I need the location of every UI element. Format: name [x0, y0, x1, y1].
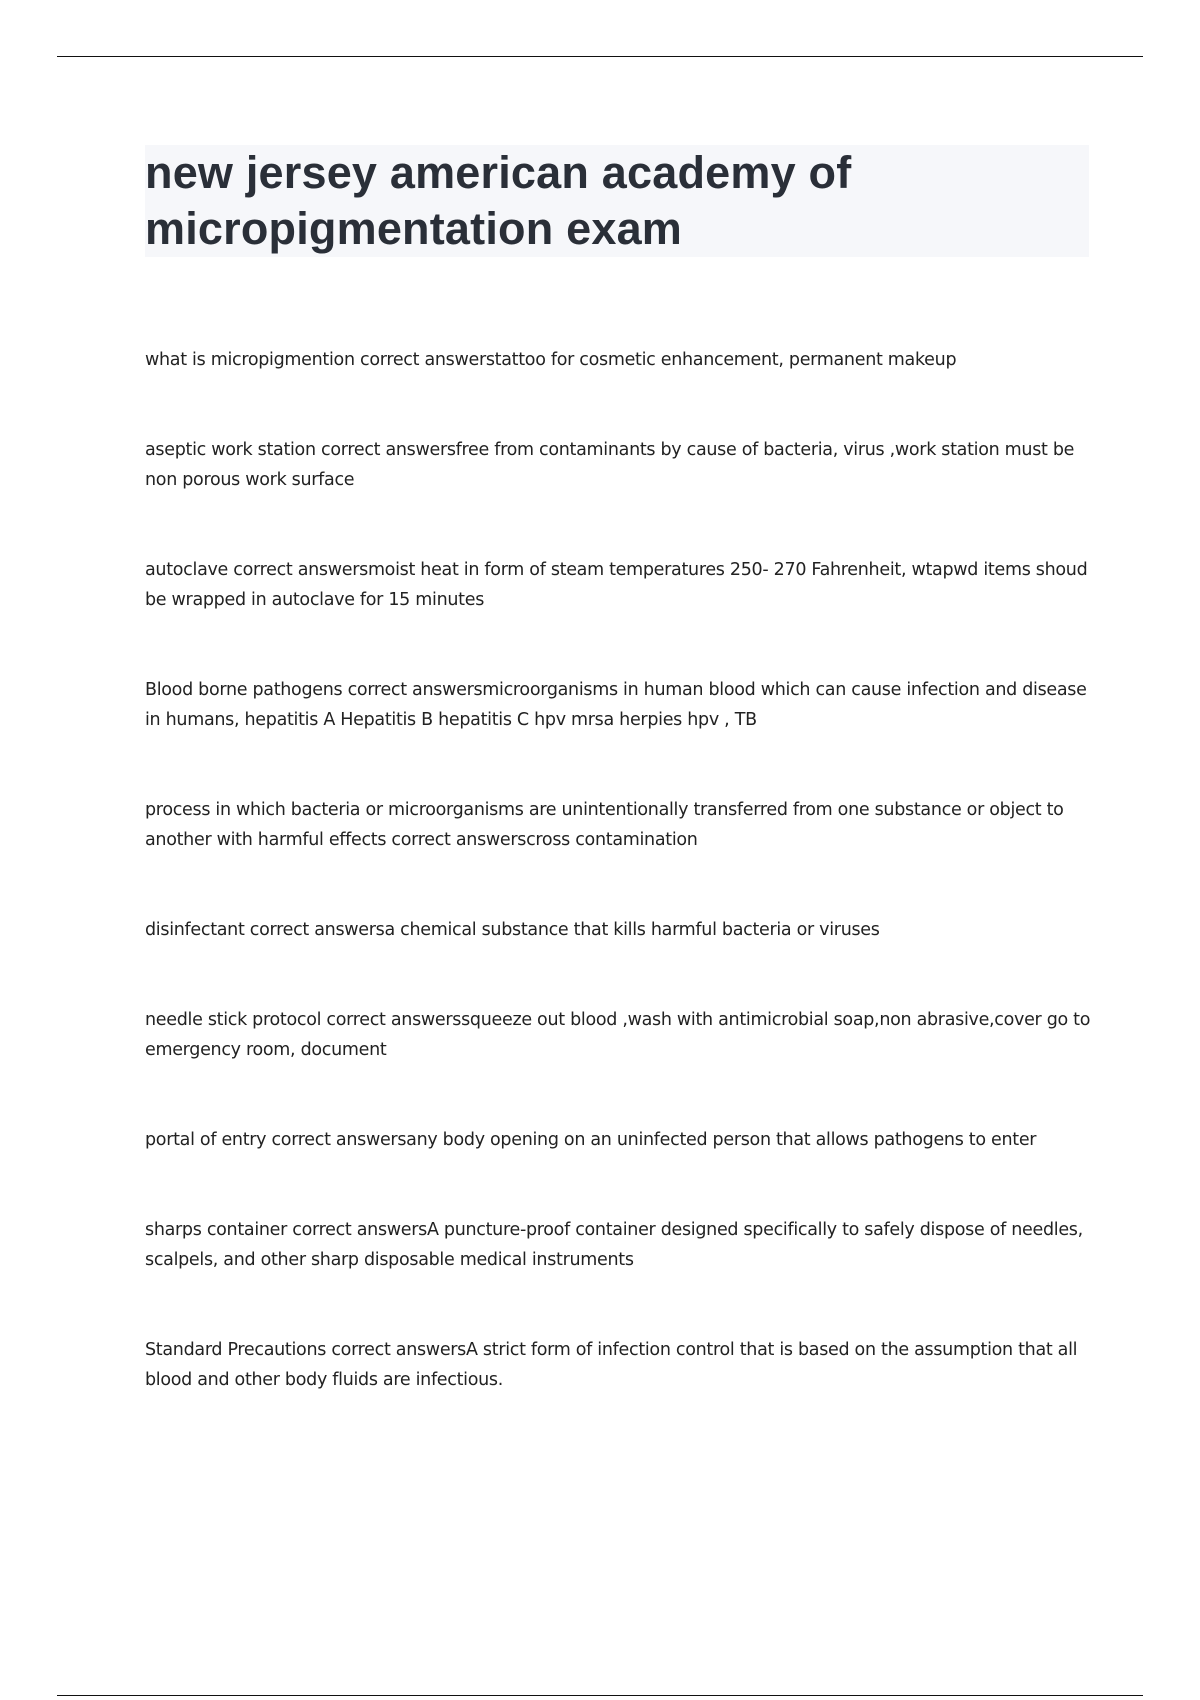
qa-item: portal of entry correct answersany body opening on an uninfected person that allows pathogens to enter [145, 1130, 1037, 1150]
header-rule [57, 56, 1143, 57]
page-title: new jersey american academy of micropigmentation exam [145, 147, 852, 254]
qa-item: Blood borne pathogens correct answersmicroorganisms in human blood which can cause infection and disease in humans, hepatitis A Hepatitis B hepatitis C hpv mrsa herpies hpv , TB [145, 680, 1087, 730]
qa-item: aseptic work station correct answersfree from contaminants by cause of bacteria, virus ,work station must be non porous work surface [145, 440, 1075, 490]
qa-item: autoclave correct answersmoist heat in form of steam temperatures 250- 270 Fahrenheit, wtapwd items shoud be wrapped in autoclave for 15 minutes [145, 560, 1088, 610]
qa-item: sharps container correct answersA puncture-proof container designed specifically to safely dispose of needles, scalpels, and other sharp disposable medical instruments [145, 1220, 1083, 1270]
qa-item: disinfectant correct answersa chemical substance that kills harmful bacteria or viruses [145, 920, 880, 940]
qa-item: needle stick protocol correct answerssqueeze out blood ,wash with antimicrobial soap,non abrasive,cover go to emergency room, document [145, 1010, 1091, 1060]
qa-item: process in which bacteria or microorganisms are unintentionally transferred from one substance or object to another with harmful effects correct answerscross contamination [145, 800, 1064, 850]
qa-item: Standard Precautions correct answersA strict form of infection control that is based on the assumption that all blood and other body fluids are infectious. [145, 1340, 1078, 1390]
footer-rule [57, 1695, 1143, 1696]
title-block [145, 145, 1089, 257]
qa-item: what is micropigmention correct answerstattoo for cosmetic enhancement, permanent makeup [145, 350, 957, 370]
